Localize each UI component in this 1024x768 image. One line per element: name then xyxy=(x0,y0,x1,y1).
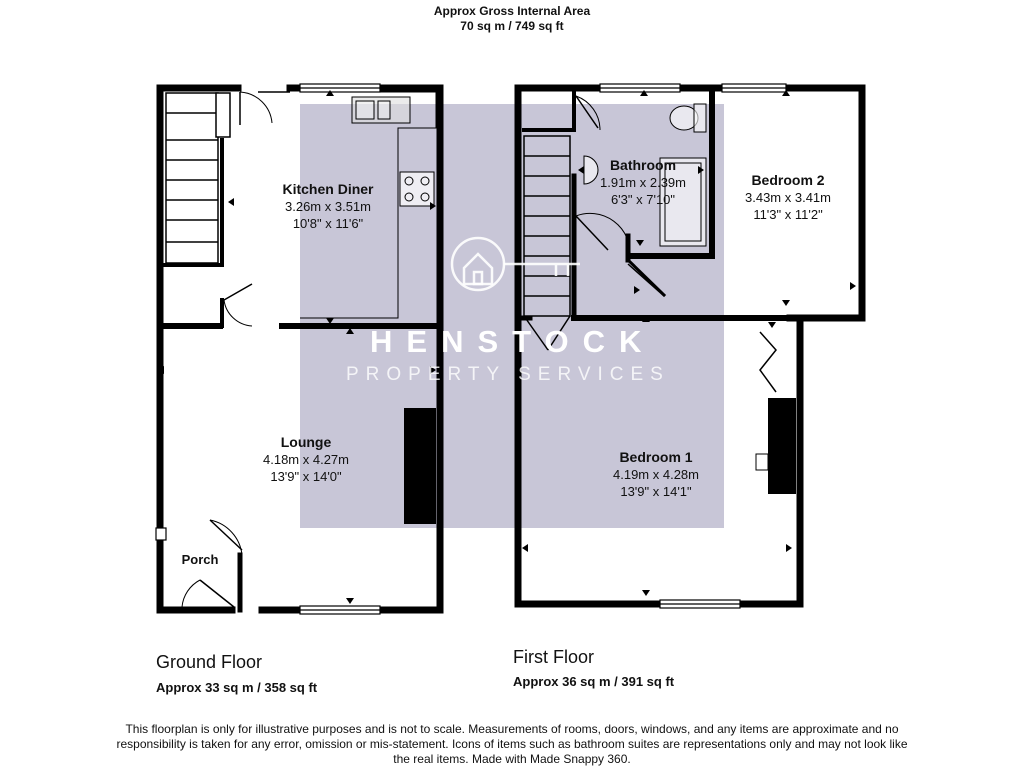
lounge-name: Lounge xyxy=(280,434,332,450)
first-chimney-breast xyxy=(768,398,796,494)
kitchen-name: Kitchen Diner xyxy=(282,181,374,197)
lounge-metric: 4.18m x 4.27m xyxy=(263,452,349,467)
bedroom1-name: Bedroom 1 xyxy=(619,449,693,465)
fireplace-icon xyxy=(756,454,768,470)
ground-doors xyxy=(182,92,290,607)
first-floor-area: Approx 36 sq m / 391 sq ft xyxy=(513,674,675,689)
hob-icon xyxy=(400,172,434,206)
bedroom1-metric: 4.19m x 4.28m xyxy=(613,467,699,482)
bedroom2-metric: 3.43m x 3.41m xyxy=(745,190,831,205)
bathroom-name: Bathroom xyxy=(609,157,677,173)
gross-area-value: 70 sq m / 749 sq ft xyxy=(460,19,564,33)
first-floor-title: First Floor xyxy=(513,647,594,667)
porch-name: Porch xyxy=(181,552,219,567)
bathroom-imperial: 6'3" x 7'10" xyxy=(610,192,676,207)
ground-floor-area: Approx 33 sq m / 358 sq ft xyxy=(156,680,318,695)
bedroom2-imperial: 11'3" x 11'2" xyxy=(753,207,823,222)
kitchen-imperial: 10'8" x 11'6" xyxy=(292,216,364,231)
bedroom2-name: Bedroom 2 xyxy=(751,172,825,188)
watermark-tagline: PROPERTY SERVICES xyxy=(346,364,670,385)
disclaimer-text: This floorplan is only for illustrative purposes and is not to scale. Measurements of rooms, doors, windows, and any items are approximate and no responsibility is taken for any error, omission or mis-statement. Icons of items such as bathroom suites are representations only and may not look like the real items. Made with Made Snappy 360. xyxy=(116,722,908,766)
bedroom1-imperial: 13'9" x 14'1" xyxy=(620,484,692,499)
watermark-brand: HENSTOCK xyxy=(370,324,656,359)
lounge-imperial: 13'9" x 14'0" xyxy=(270,469,342,484)
bathroom-metric: 1.91m x 2.39m xyxy=(600,175,686,190)
kitchen-metric: 3.26m x 3.51m xyxy=(285,199,371,214)
ground-floor-title: Ground Floor xyxy=(156,652,263,672)
gross-area-label: Approx Gross Internal Area xyxy=(433,4,591,18)
ground-chimney-breast xyxy=(404,408,436,524)
